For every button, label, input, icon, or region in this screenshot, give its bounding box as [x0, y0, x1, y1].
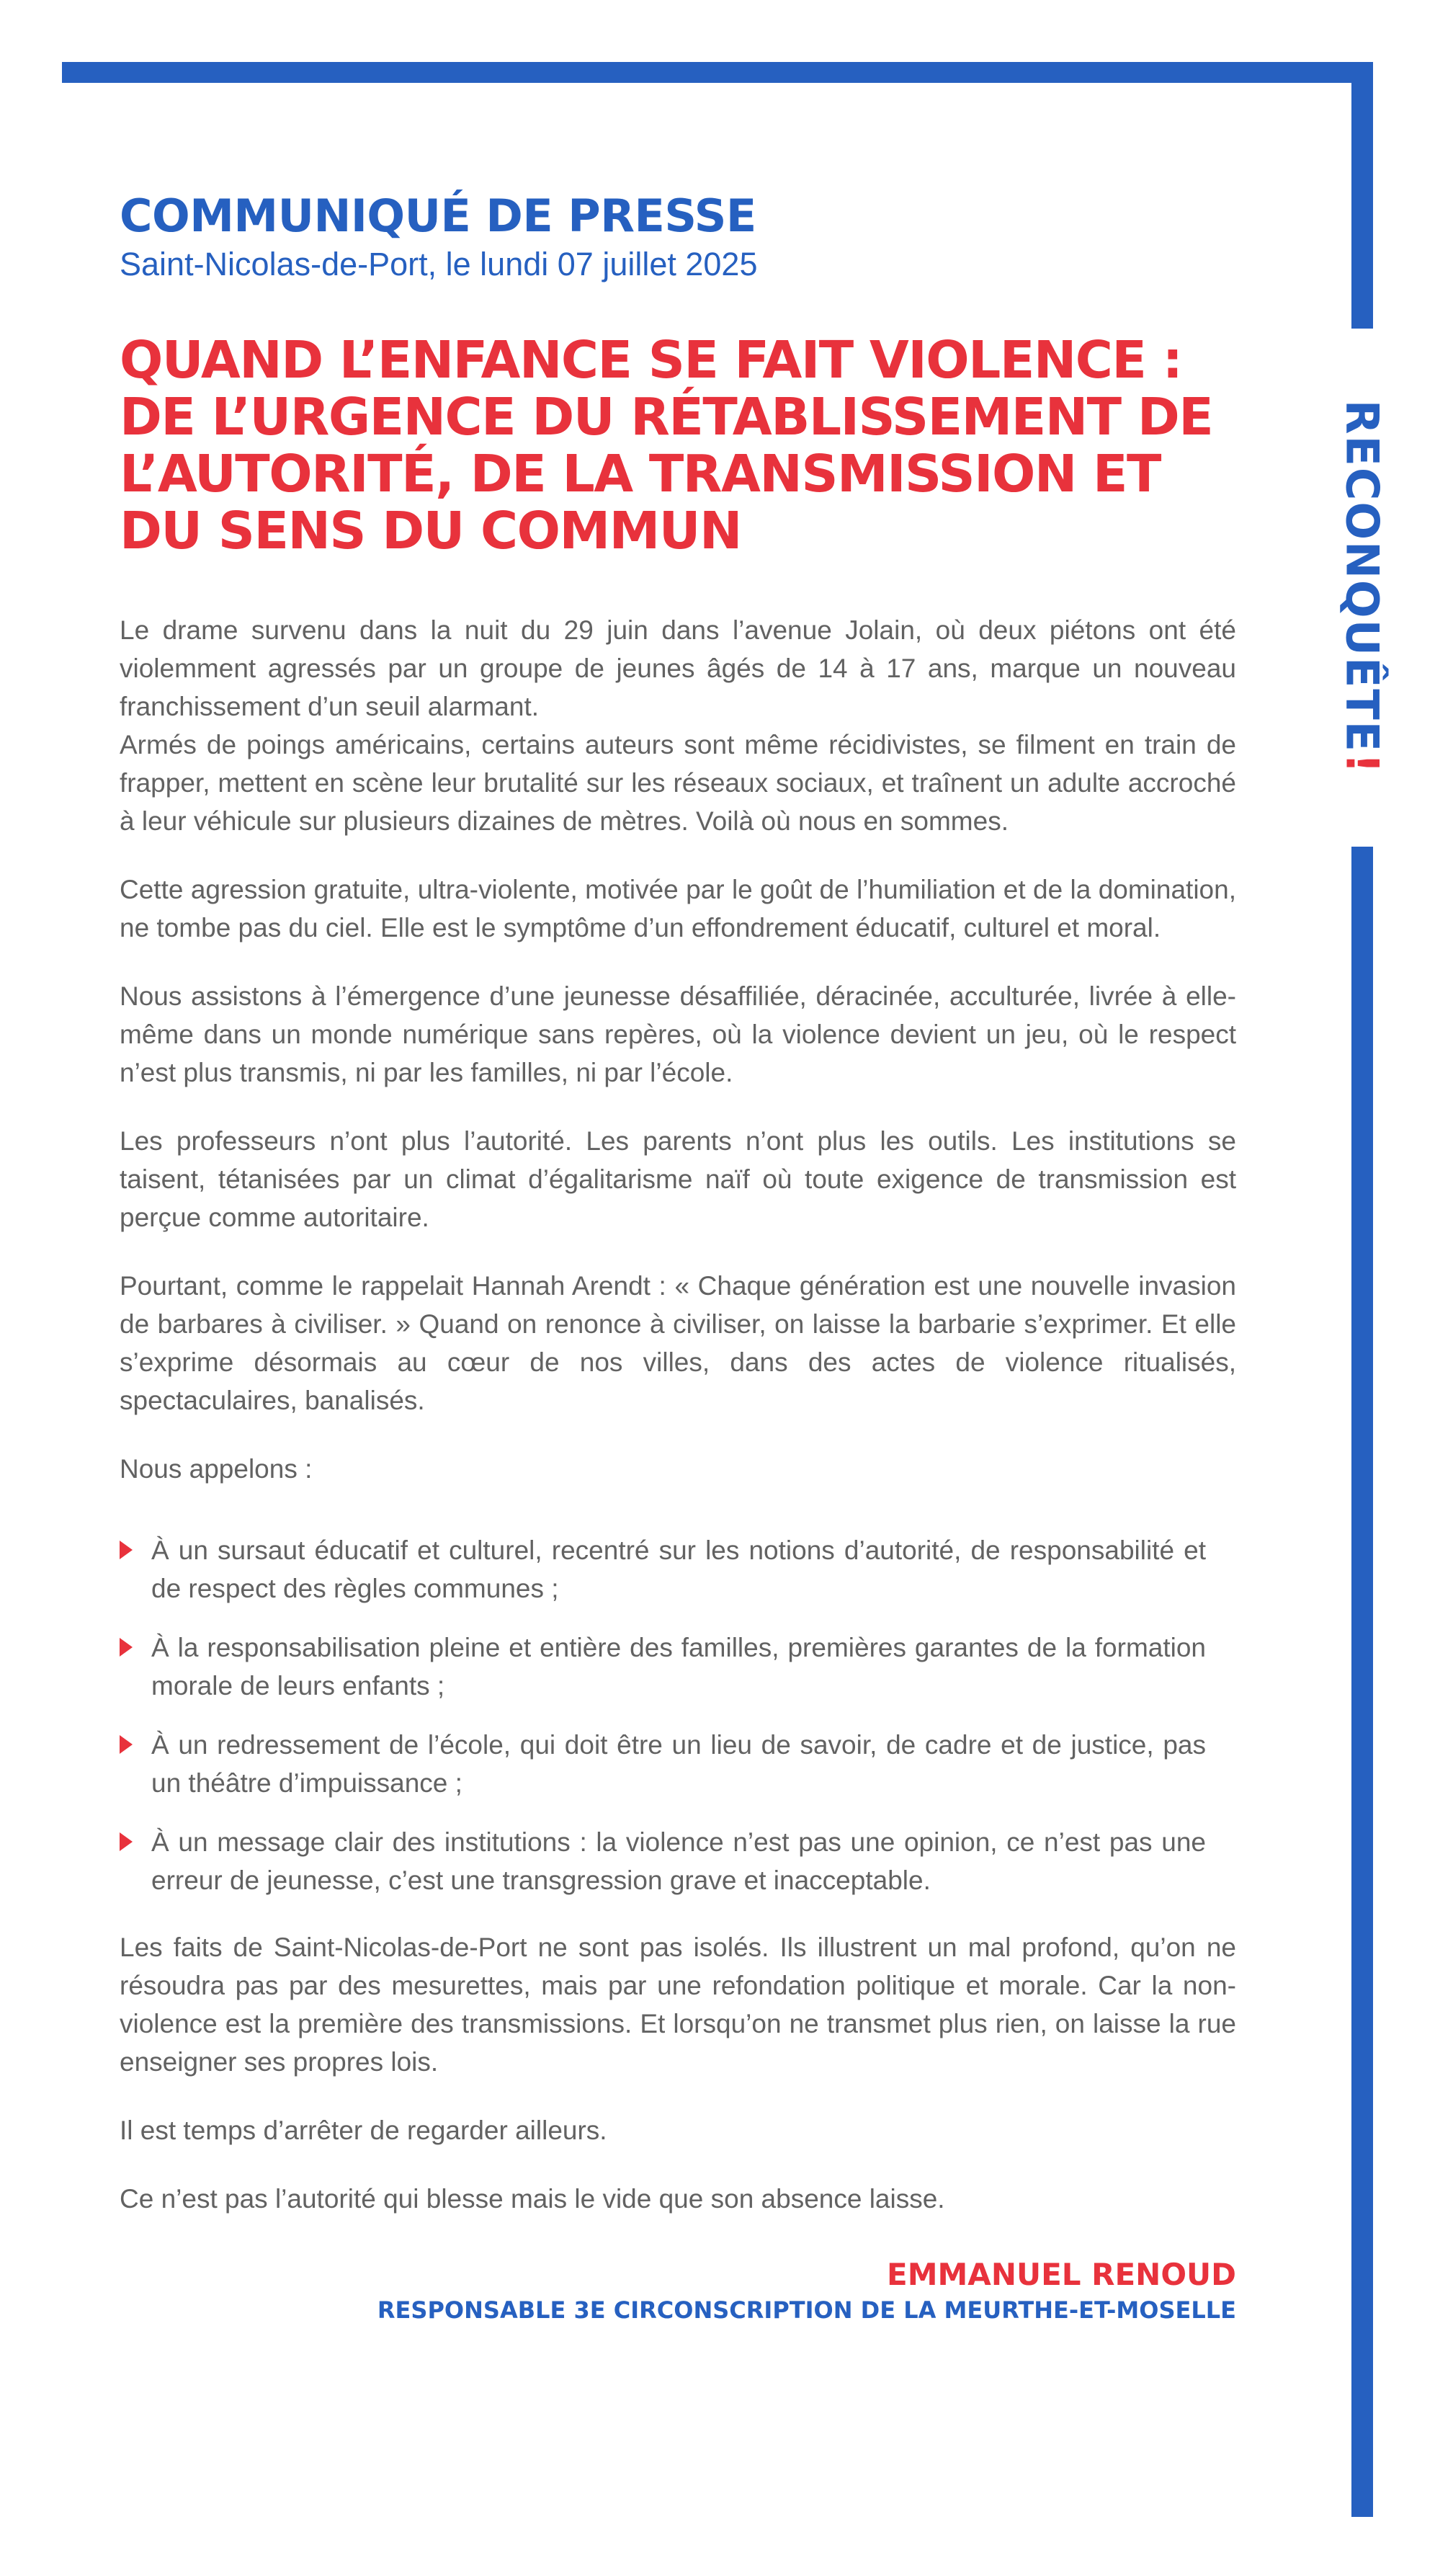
body-text [120, 611, 1236, 2218]
list-item [120, 1823, 1206, 1899]
appeals-list [120, 1531, 1206, 1899]
list-item [120, 1531, 1206, 1608]
paragraph-line: Armés de poings américains, certains auteurs sont même récidivistes, se filment en train de frapper, mettent en scène leur brutalité sur les réseaux sociaux, et traînent un adulte accroché à leur véhicule sur plusieurs dizaines de mètres. Voilà où nous en sommes. [120, 730, 1236, 836]
bullet-arrow-icon [120, 1832, 133, 1851]
signature-name: EMMANUEL RENOUD [887, 2257, 1236, 2292]
brand-logo [1336, 400, 1389, 775]
paragraph: Ce n’est pas l’autorité qui blesse mais le vide que son absence laisse. [120, 2184, 945, 2214]
bullet-arrow-icon [120, 1735, 133, 1754]
paragraph: Pourtant, comme le rappelait Hannah Arendt : « Chaque génération est une nouvelle invasion de barbares à civiliser. » Quand on renonce à civiliser, on laisse la barbarie s’exprimer. Et elle s’exprime désormais au cœur de nos villes, dans des actes de violence ritualisés, spectaculaires, banalisés. [120, 1271, 1236, 1415]
list-item-text: À un message clair des institutions : la violence n’est pas une opinion, ce n’est pas une erreur de jeunesse, c’est une transgression grave et inacceptable. [151, 1827, 1206, 1895]
headline: QUAND L’ENFANCE SE FAIT VIOLENCE : DE L’URGENCE DU RÉTABLISSEMENT DE L’AUTORITÉ, DE LA TRANSMISSION ET DU SENS DU COMMUN [120, 330, 1213, 561]
signature-role: RESPONSABLE 3E CIRCONSCRIPTION DE LA MEURTHE-ET-MOSELLE [377, 2296, 1236, 2324]
list-item-text: À un redressement de l’école, qui doit être un lieu de savoir, de cadre et de justice, pas un théâtre d’impuissance ; [151, 1730, 1206, 1798]
appeals-intro: Nous appelons : [120, 1454, 313, 1484]
list-item [120, 1726, 1206, 1802]
bullet-arrow-icon [120, 1638, 133, 1657]
bullet-arrow-icon [120, 1541, 133, 1559]
paragraph: Les faits de Saint-Nicolas-de-Port ne sont pas isolés. Ils illustrent un mal profond, qu’on ne résoudra pas par des mesurettes, mais par une refondation politique et morale. Car la non-violence est la première des transmissions. Et lorsqu’on ne transmet plus rien, on laisse la rue enseigner ses propres lois. [120, 1933, 1236, 2077]
frame-right-bar-upper [1351, 62, 1373, 329]
closing-text [120, 1928, 1236, 2218]
brand-name: RECONQUÊTE [1336, 399, 1389, 753]
frame-top-bar [62, 62, 1373, 83]
paragraph: Nous assistons à l’émergence d’une jeunesse désaffiliée, déracinée, acculturée, livrée à elle-même dans un monde numérique sans repères, où la violence devient un jeu, où le respect n’est plus transmis, ni par les familles, ni par l’école. [120, 981, 1236, 1087]
list-item-text: À un sursaut éducatif et culturel, recentré sur les notions d’autorité, de responsabilité et de respect des règles communes ; [151, 1536, 1206, 1603]
press-release [120, 189, 1236, 2326]
paragraph: Cette agression gratuite, ultra-violente, motivée par le goût de l’humiliation et de la domination, ne tombe pas du ciel. Elle est le symptôme d’un effondrement éducatif, culturel et moral. [120, 875, 1236, 942]
paragraph-line: Le drame survenu dans la nuit du 29 juin dans l’avenue Jolain, où deux piétons ont été violemment agressés par un groupe de jeunes âgés de 14 à 17 ans, marque un nouveau franchissement d’un seuil alarmant. [120, 615, 1236, 721]
press-release-title: COMMUNIQUÉ DE PRESSE [120, 190, 756, 242]
brand-mark: ! [1336, 752, 1389, 775]
press-release-date: Saint-Nicolas-de-Port, le lundi 07 juillet 2025 [120, 246, 758, 282]
paragraph [120, 611, 1236, 840]
paragraph: Les professeurs n’ont plus l’autorité. Les parents n’ont plus les outils. Les institutions se taisent, tétanisées par un climat d’égalitarisme naïf où toute exigence de transmission est perçue comme autoritaire. [120, 1126, 1236, 1232]
signature [120, 2255, 1236, 2326]
frame-right-bar-lower [1351, 847, 1373, 2517]
paragraph: Il est temps d’arrêter de regarder ailleurs. [120, 2116, 607, 2145]
list-item-text: À la responsabilisation pleine et entière des familles, premières garantes de la formation morale de leurs enfants ; [151, 1633, 1206, 1701]
list-item [120, 1628, 1206, 1705]
